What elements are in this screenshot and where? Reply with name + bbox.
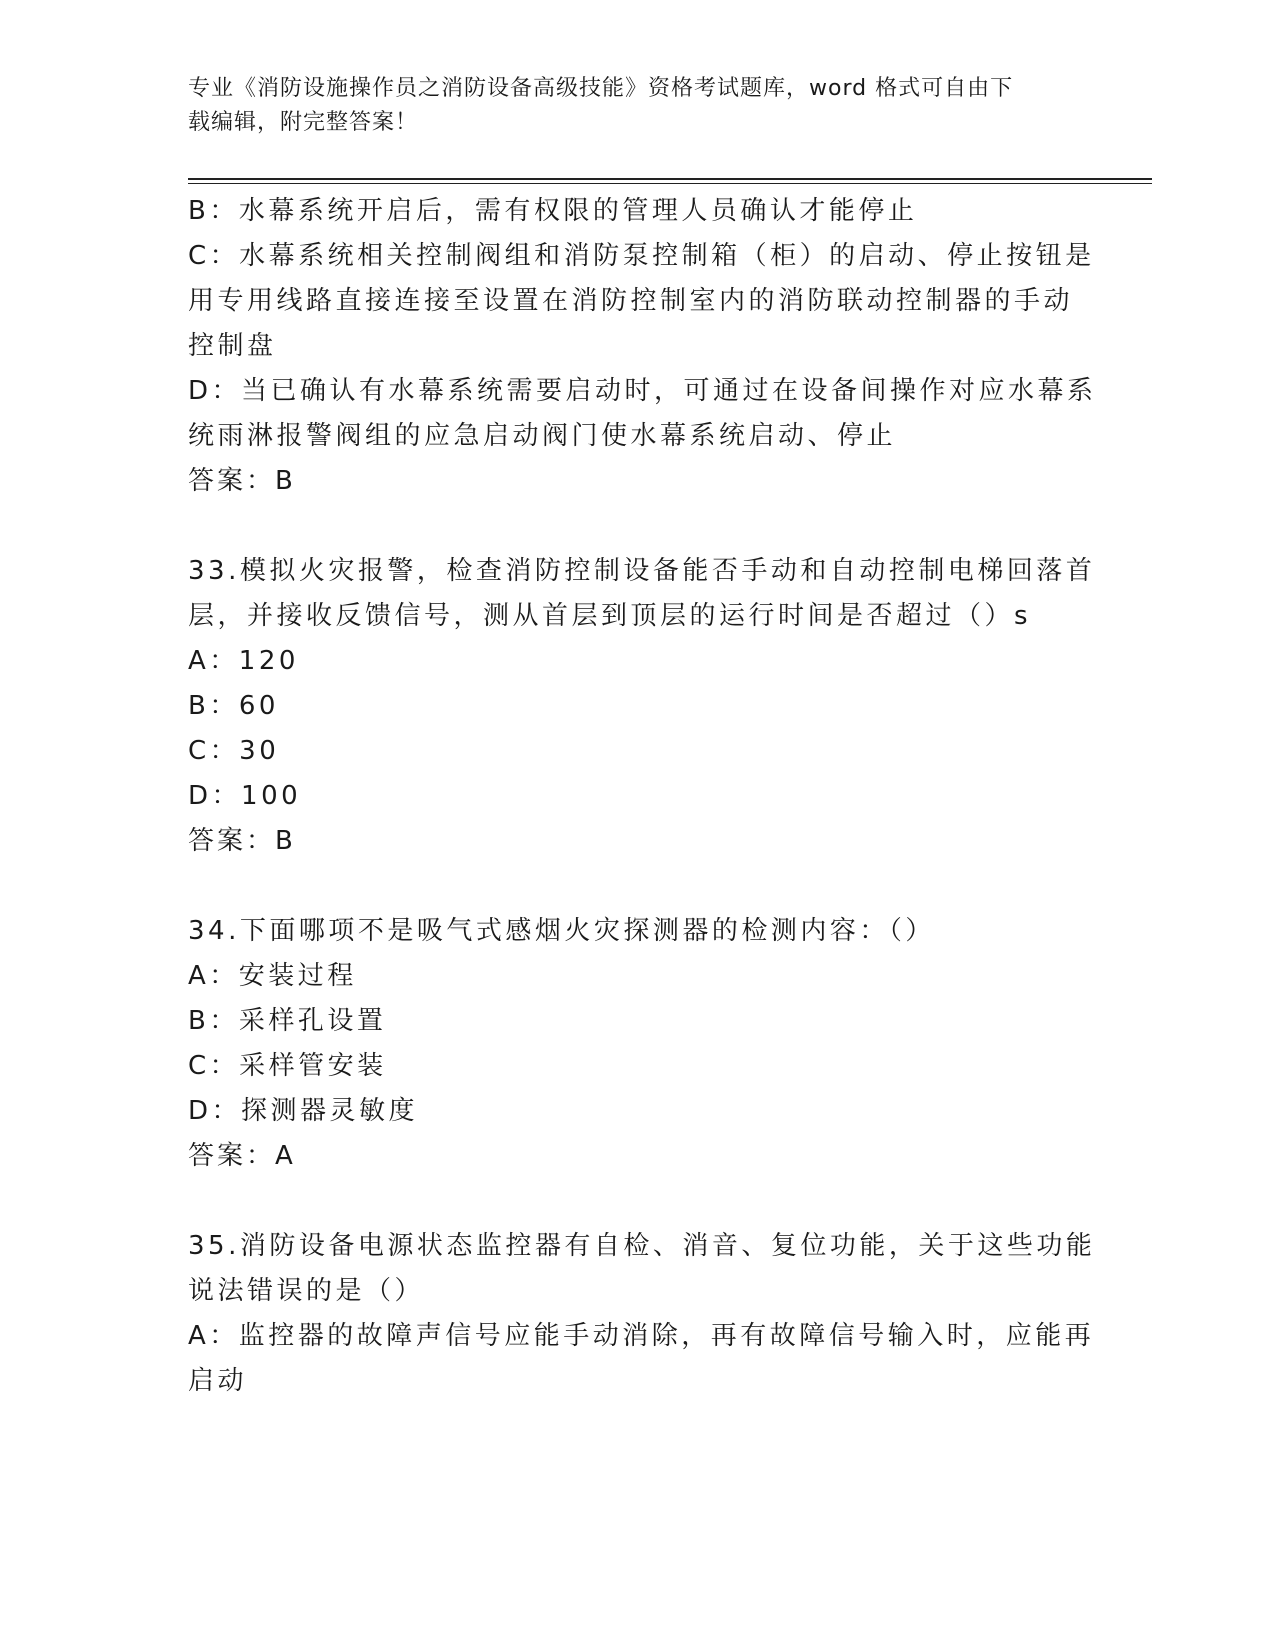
spacer (188, 864, 1088, 909)
question-33 (188, 549, 1096, 864)
question-stem-line-1: 34.下面哪项不是吸气式感烟火灾探测器的检测内容：（） (188, 916, 935, 946)
option-c-line-1: C：水幕系统相关控制阀组和消防泵控制箱（柜）的启动、停止按钮是 (188, 241, 1095, 271)
answer: 答案：A (188, 1141, 296, 1171)
option-d: D：100 (188, 781, 302, 811)
page-header (188, 72, 1088, 140)
option-a: A：安装过程 (188, 961, 357, 991)
option-b: B：水幕系统开启后，需有权限的管理人员确认才能停止 (188, 196, 918, 226)
option-a-line-1: A：监控器的故障声信号应能手动消除，再有故障信号输入时，应能再 (188, 1321, 1095, 1351)
option-b: B：60 (188, 691, 279, 721)
question-stem-line-1: 33.模拟火灾报警，检查消防控制设备能否手动和自动控制电梯回落首 (188, 556, 1096, 586)
option-b: B：采样孔设置 (188, 1006, 387, 1036)
question-stem-line-2: 层，并接收反馈信号，测从首层到顶层的运行时间是否超过（）s (188, 601, 1032, 631)
question-stem-line-2: 说法错误的是（） (188, 1276, 425, 1306)
answer: 答案：B (188, 466, 296, 496)
option-c: C：采样管安装 (188, 1051, 387, 1081)
header-line-2: 载编辑，附完整答案！ (188, 110, 419, 135)
option-c-line-2: 用专用线路直接连接至设置在消防控制室内的消防联动控制器的手动 (188, 286, 1074, 316)
question-32-continuation (188, 189, 1097, 504)
spacer (188, 504, 1088, 549)
option-d-line-1: D：当已确认有水幕系统需要启动时，可通过在设备间操作对应水幕系 (188, 376, 1097, 406)
header-divider-thin (188, 183, 1152, 184)
option-d: D：探测器灵敏度 (188, 1096, 419, 1126)
spacer (188, 1179, 1088, 1224)
question-stem-line-1: 35.消防设备电源状态监控器有自检、消音、复位功能，关于这些功能 (188, 1231, 1096, 1261)
question-content (188, 189, 1097, 1404)
option-d-line-2: 统雨淋报警阀组的应急启动阀门使水幕系统启动、停止 (188, 421, 897, 451)
header-divider-thick (188, 178, 1152, 180)
header-line-1: 专业《消防设施操作员之消防设备高级技能》资格考试题库，word 格式可自由下 (188, 76, 1014, 101)
option-a-line-2: 启动 (188, 1366, 248, 1396)
option-a: A：120 (188, 646, 299, 676)
option-c: C：30 (188, 736, 280, 766)
option-c-line-3: 控制盘 (188, 331, 277, 361)
answer: 答案：B (188, 826, 296, 856)
question-34 (188, 909, 1088, 1179)
question-35 (188, 1224, 1096, 1404)
